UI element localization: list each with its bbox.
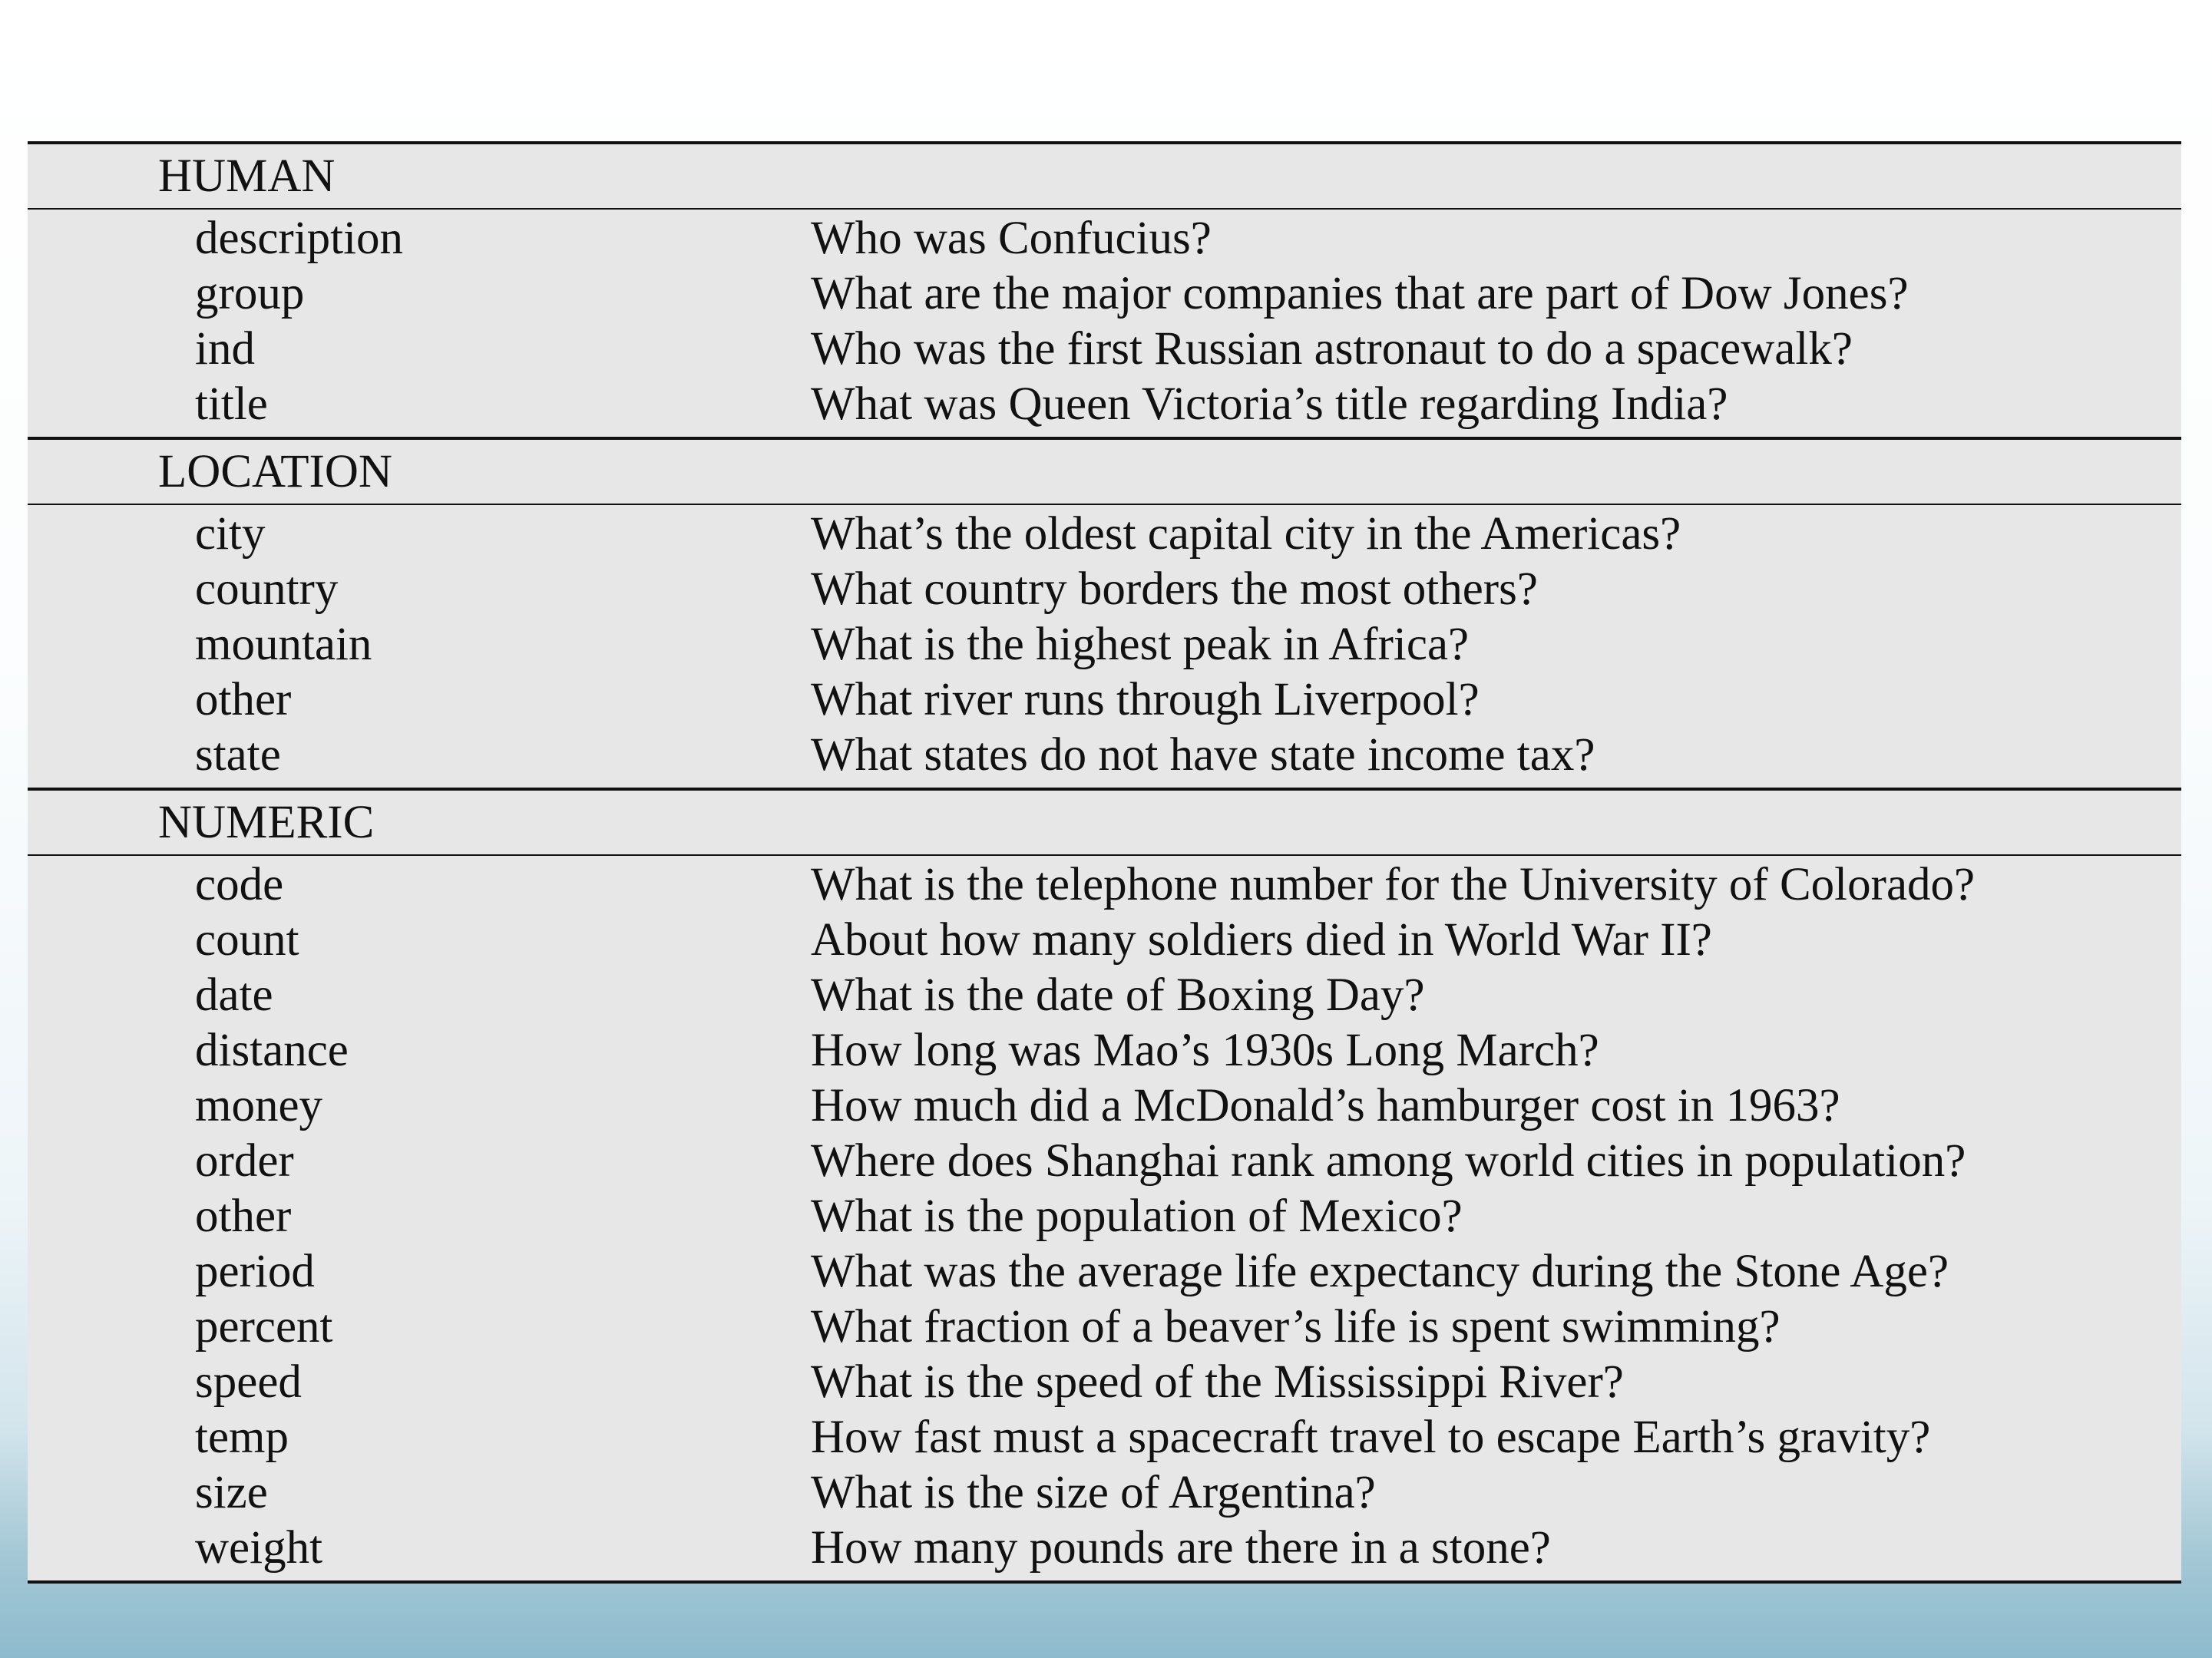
subcategory-label: ind — [195, 323, 255, 375]
example-question: How long was Mao’s 1930s Long March? — [811, 1025, 1599, 1076]
example-question: How much did a McDonald’s hamburger cost in 1963? — [811, 1080, 1840, 1131]
category-heading-location: LOCATION — [28, 437, 2181, 505]
subcategory-label: money — [195, 1080, 323, 1131]
subcategory-label: count — [195, 914, 299, 966]
category-rows-location — [28, 505, 2181, 788]
subcategory-label: state — [195, 729, 281, 781]
subcategory-label: city — [195, 508, 266, 560]
example-question: What states do not have state income tax? — [811, 729, 1595, 781]
subcategory-label: description — [195, 213, 404, 264]
table-row — [28, 913, 2181, 968]
subcategory-label: other — [195, 674, 292, 725]
table-row — [28, 617, 2181, 672]
example-question: Where does Shanghai rank among world cities in population? — [811, 1135, 1966, 1187]
table-row — [28, 1078, 2181, 1134]
table-row — [28, 1189, 2181, 1244]
table-row — [28, 322, 2181, 377]
example-question: What’s the oldest capital city in the Americas? — [811, 508, 1681, 560]
table-row — [28, 1300, 2181, 1355]
example-question: What river runs through Liverpool? — [811, 674, 1480, 725]
subcategory-label: size — [195, 1467, 268, 1518]
table-row — [28, 1465, 2181, 1521]
table-row — [28, 377, 2181, 432]
category-rows-numeric — [28, 856, 2181, 1580]
subcategory-label: other — [195, 1191, 292, 1242]
subcategory-label: period — [195, 1246, 315, 1297]
subcategory-label: weight — [195, 1522, 323, 1574]
example-question: What was Queen Victoria’s title regarding India? — [811, 378, 1728, 430]
category-heading-human: HUMAN — [28, 141, 2181, 210]
example-question: What are the major companies that are part of Dow Jones? — [811, 268, 1909, 319]
table-row — [28, 1521, 2181, 1576]
example-question: How fast must a spacecraft travel to escape Earth’s gravity? — [811, 1412, 1931, 1463]
subcategory-label: percent — [195, 1301, 333, 1352]
table-row — [28, 1134, 2181, 1189]
category-rows-human — [28, 210, 2181, 437]
subcategory-label: mountain — [195, 619, 372, 670]
subcategory-label: group — [195, 268, 305, 319]
subcategory-label: order — [195, 1135, 294, 1187]
example-question: What is the telephone number for the University of Colorado? — [811, 859, 1976, 910]
subcategory-label: temp — [195, 1412, 289, 1463]
example-question: What is the date of Boxing Day? — [811, 969, 1425, 1021]
table-row — [28, 1244, 2181, 1300]
table-row — [28, 1410, 2181, 1465]
example-question: Who was Confucius? — [811, 213, 1212, 264]
table-row — [28, 1023, 2181, 1078]
example-question: What country borders the most others? — [811, 563, 1538, 615]
table-row — [28, 507, 2181, 562]
table-row — [28, 728, 2181, 783]
subcategory-label: country — [195, 563, 339, 615]
subcategory-label: distance — [195, 1025, 349, 1076]
example-question: What is the speed of the Mississippi River? — [811, 1356, 1624, 1408]
example-question: What was the average life expectancy during the Stone Age? — [811, 1246, 1949, 1297]
table-row — [28, 968, 2181, 1023]
category-heading-numeric: NUMERIC — [28, 788, 2181, 856]
example-question: What is the population of Mexico? — [811, 1191, 1463, 1242]
subcategory-label: code — [195, 859, 284, 910]
table-row — [28, 266, 2181, 322]
subcategory-label: title — [195, 378, 268, 430]
example-question: About how many soldiers died in World War II? — [811, 914, 1712, 966]
table-row — [28, 1355, 2181, 1410]
example-question: What is the highest peak in Africa? — [811, 619, 1470, 670]
example-question: Who was the first Russian astronaut to do a spacewalk? — [811, 323, 1853, 375]
table-row — [28, 857, 2181, 913]
table-row — [28, 562, 2181, 617]
table-row — [28, 672, 2181, 728]
table-row — [28, 211, 2181, 266]
example-question: What is the size of Argentina? — [811, 1467, 1376, 1518]
subcategory-label: date — [195, 969, 273, 1021]
question-type-table — [28, 141, 2181, 1584]
example-question: What fraction of a beaver’s life is spent swimming? — [811, 1301, 1781, 1352]
example-question: How many pounds are there in a stone? — [811, 1522, 1551, 1574]
subcategory-label: speed — [195, 1356, 302, 1408]
